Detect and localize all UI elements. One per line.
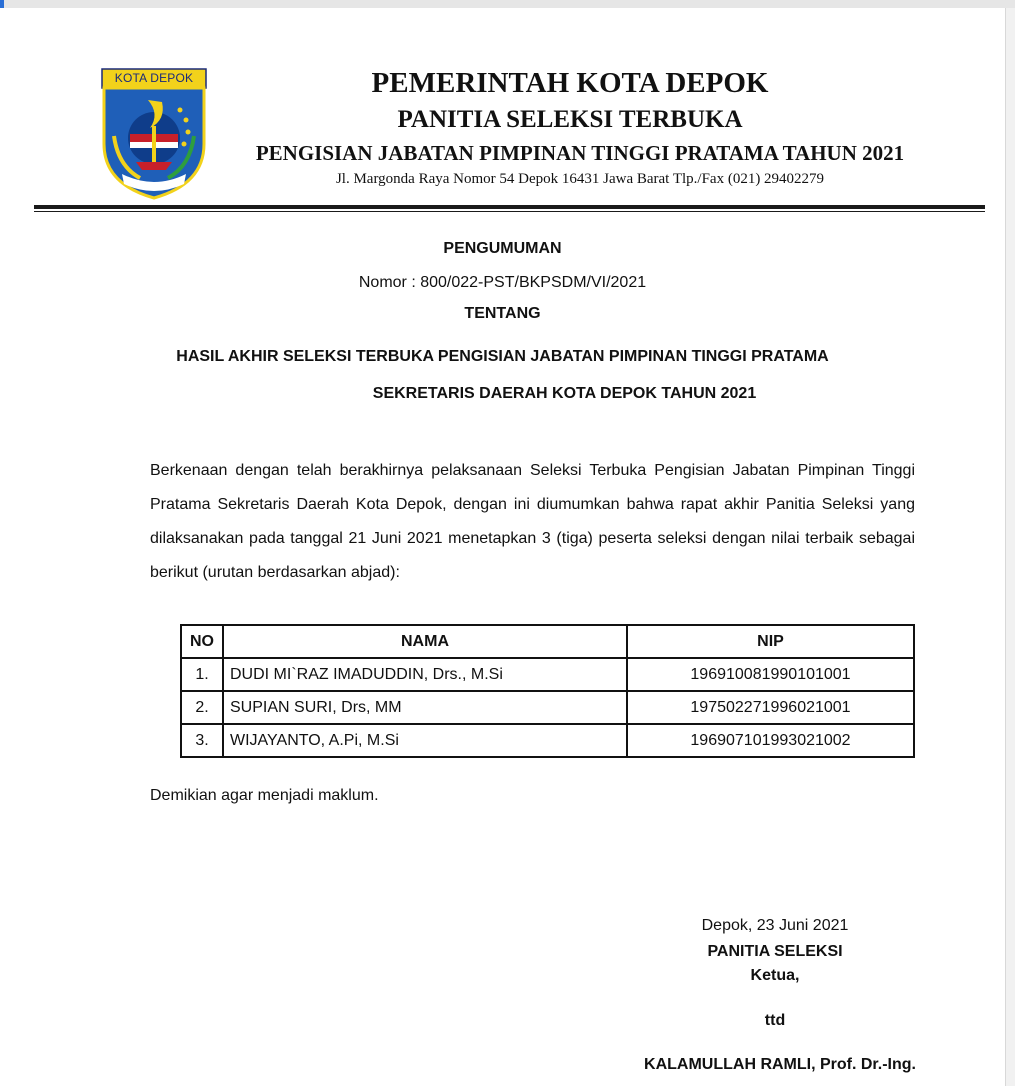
cell-nama: SUPIAN SURI, Drs, MM xyxy=(223,691,627,724)
table-row xyxy=(181,691,914,724)
header-nip: NIP xyxy=(627,625,914,658)
body-paragraph xyxy=(150,454,915,590)
header-no: NO xyxy=(181,625,223,658)
signature-role: Ketua, xyxy=(750,967,800,984)
kota-depok-crest-icon xyxy=(100,66,208,201)
announcement-subject-line-2: SEKRETARIS DAERAH KOTA DEPOK TAHUN 2021 xyxy=(372,385,757,402)
cell-no: 2. xyxy=(181,691,223,724)
cell-nip: 196910081990101001 xyxy=(627,658,914,691)
crest-svg xyxy=(100,66,208,201)
signature-place-date: Depok, 23 Juni 2021 xyxy=(701,917,849,934)
header-nama: NAMA xyxy=(223,625,627,658)
cell-no: 3. xyxy=(181,724,223,757)
announcement-number: Nomor : 800/022-PST/BKPSDM/VI/2021 xyxy=(358,274,647,291)
crest-label: KOTA DEPOK xyxy=(114,71,194,85)
letterhead-divider xyxy=(34,205,985,209)
signature-ttd: ttd xyxy=(764,1012,786,1029)
letterhead-address: Jl. Margonda Raya Nomor 54 Depok 16431 Jawa Barat Tlp./Fax (021) 29402279 xyxy=(335,171,825,187)
letterhead-title-committee: PANITIA SELEKSI TERBUKA xyxy=(397,106,743,133)
page-scrollbar[interactable] xyxy=(1006,8,1015,1086)
viewer-accent xyxy=(0,0,4,8)
document-page xyxy=(0,8,1006,1086)
cell-nip: 196907101993021002 xyxy=(627,724,914,757)
letterhead-title-position: PENGISIAN JABATAN PIMPINAN TINGGI PRATAMA TAHUN 2021 xyxy=(255,141,905,165)
closing-statement: Demikian agar menjadi maklum. xyxy=(150,787,379,804)
announcement-heading: PENGUMUMAN xyxy=(443,240,562,257)
body-line: berikut (urutan berdasarkan abjad): xyxy=(150,564,400,581)
table-row xyxy=(181,658,914,691)
signature-committee: PANITIA SELEKSI xyxy=(707,943,843,960)
results-table xyxy=(180,624,915,758)
table-header-row xyxy=(181,625,914,658)
cell-no: 1. xyxy=(181,658,223,691)
body-line: Berkenaan dengan telah berakhirnya pelaksanaan Seleksi Terbuka Pengisian Jabatan Pimpinan Tinggi xyxy=(150,462,915,479)
cell-nama: WIJAYANTO, A.Pi, M.Si xyxy=(223,724,627,757)
cell-nip: 197502271996021001 xyxy=(627,691,914,724)
signature-name: KALAMULLAH RAMLI, Prof. Dr.-Ing. xyxy=(644,1056,916,1073)
cell-nama: DUDI MI`RAZ IMADUDDIN, Drs., M.Si xyxy=(223,658,627,691)
table-row xyxy=(181,724,914,757)
letterhead-title-government: PEMERINTAH KOTA DEPOK xyxy=(371,67,769,99)
announcement-subject-line-1: HASIL AKHIR SELEKSI TERBUKA PENGISIAN JABATAN PIMPINAN TINGGI PRATAMA xyxy=(176,348,829,365)
body-line: dilaksanakan pada tanggal 21 Juni 2021 menetapkan 3 (tiga) peserta seleksi dengan nilai terbaik sebagai xyxy=(150,530,915,547)
letterhead-divider-thin xyxy=(34,211,985,212)
announcement-about: TENTANG xyxy=(464,305,541,322)
body-line: Pratama Sekretaris Daerah Kota Depok, dengan ini diumumkan bahwa rapat akhir Panitia Seleksi yang xyxy=(150,496,915,513)
